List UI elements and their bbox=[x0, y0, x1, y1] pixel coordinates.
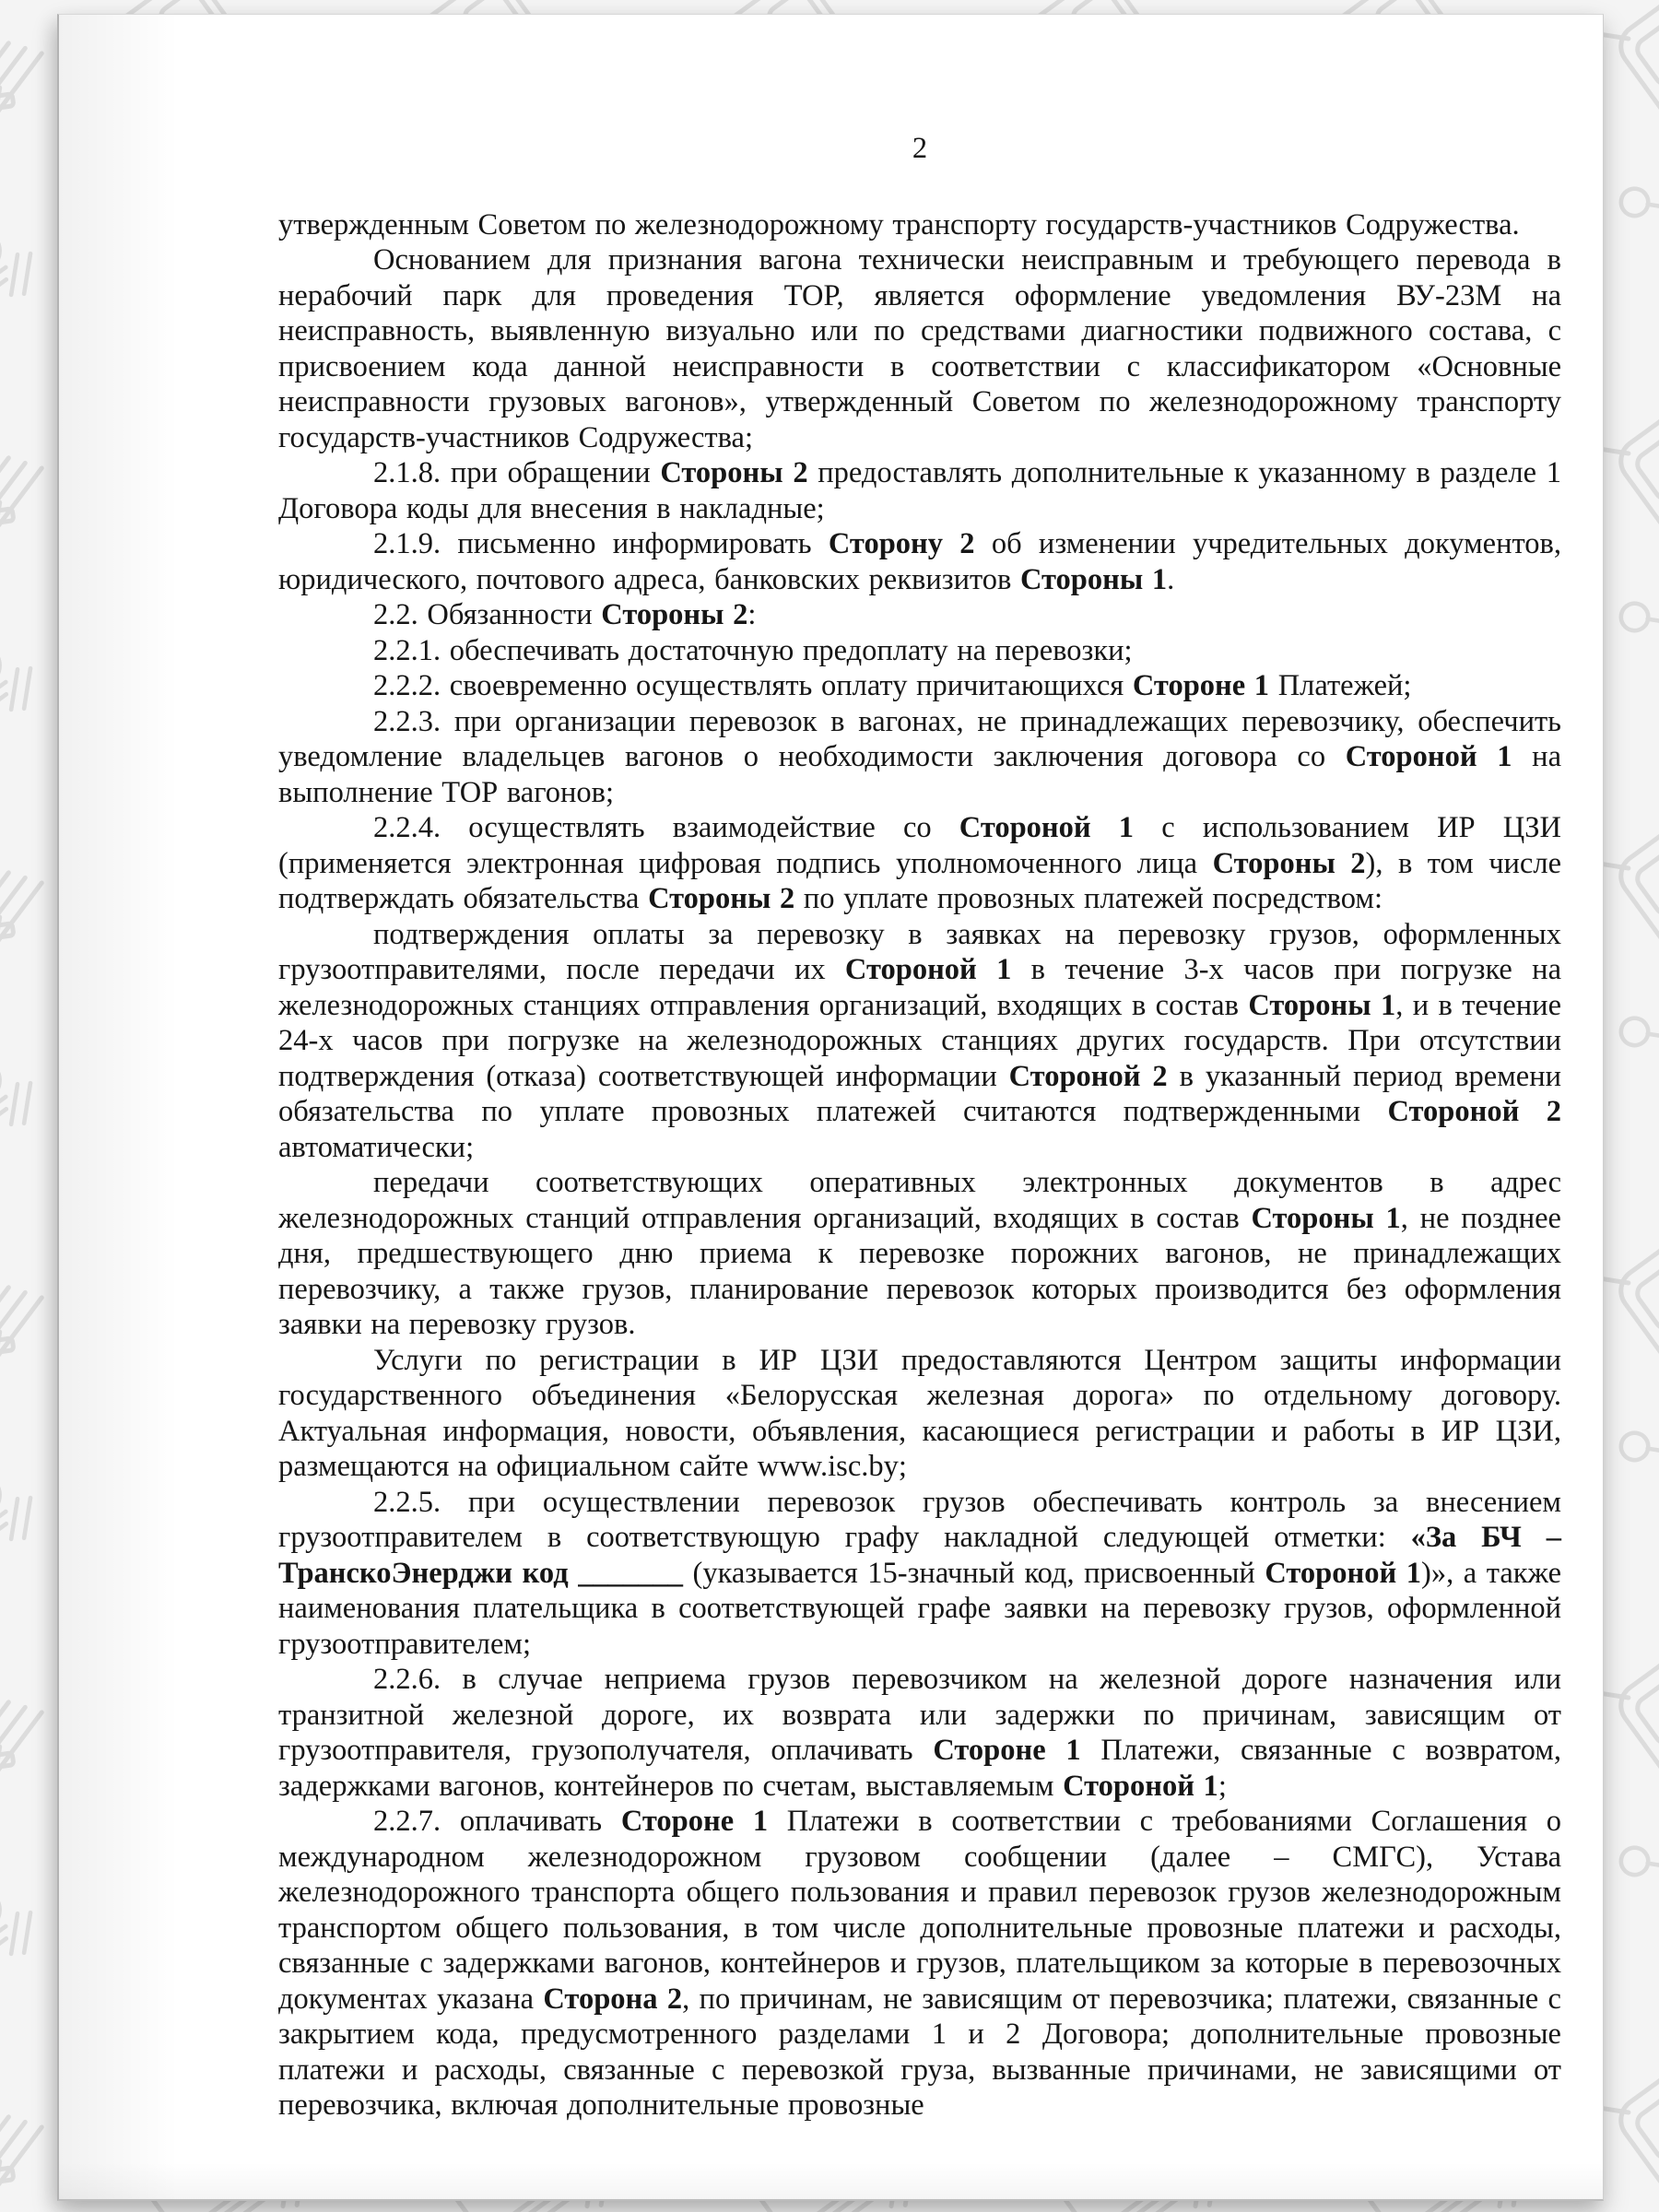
page-content bbox=[278, 131, 1561, 2124]
paragraph bbox=[278, 455, 1561, 526]
bold-text-run: Стороне 1 bbox=[933, 1734, 1081, 1767]
bold-text-run: Стороны 1 bbox=[1019, 562, 1168, 596]
bold-text-run: Стороны 2 bbox=[601, 598, 748, 631]
text-run: в указанный период времени обязательства по уплате провозных платежей считаются подтвержденными bbox=[278, 1059, 1561, 1128]
paragraph bbox=[278, 810, 1561, 917]
text-run: ; bbox=[1218, 1769, 1227, 1803]
text-run: 2.2.4. осуществлять взаимодействие со bbox=[373, 811, 959, 844]
bold-text-run: Стороной 1 bbox=[1265, 1556, 1422, 1590]
text-run: . bbox=[1167, 562, 1175, 596]
paragraph bbox=[278, 1804, 1561, 2124]
text-run: 2.2.7. оплачивать bbox=[373, 1805, 621, 1838]
text-run: 2.1.9. письменно информировать bbox=[373, 527, 829, 560]
text-run: (указывается 15-значный код, присвоенный bbox=[682, 1556, 1265, 1590]
text-run: по уплате провозных платежей посредством: bbox=[794, 882, 1382, 915]
bold-text-run: Стороны 1 bbox=[1251, 1201, 1401, 1235]
text-run: )», а также наименования плательщика в соответствующей графе заявки на перевозку грузов, оформленной грузоотправителем; bbox=[278, 1556, 1562, 1661]
text-run: : bbox=[747, 598, 757, 631]
bold-text-run: Стороной 1 bbox=[1345, 740, 1512, 773]
text-run: предоставлять дополнительные к указанному в разделе 1 Договора коды для внесения в накладные; bbox=[278, 456, 1561, 525]
text-run: Платежей; bbox=[1269, 669, 1412, 702]
paragraph bbox=[278, 242, 1561, 455]
page-number: 2 bbox=[912, 132, 928, 165]
bold-text-run: Стороне 1 bbox=[620, 1805, 769, 1838]
bold-text-run: Стороной 2 bbox=[1008, 1059, 1168, 1093]
bold-text-run: Стороной 1 bbox=[1063, 1769, 1218, 1803]
text-run: Платежи в соответствии с требованиями Соглашения о международном железнодорожном грузовом сообщении (далее – СМГС), Устава железнодорожного транспорта общего пользования и правил перевозок грузов железнодорожным транспортом общего пользования, в том числе дополнительные провозные платежи и расходы, связанные с задержками вагонов, контейнеров и грузов, плательщиком за которые в перевозочных документах указана bbox=[278, 1805, 1562, 2016]
bold-text-run: Стороне 1 bbox=[1132, 669, 1270, 702]
paragraphs-container bbox=[278, 207, 1561, 2124]
bold-text-run: Стороны 1 bbox=[1248, 988, 1396, 1022]
text-run: 2.2.2. своевременно осуществлять оплату причитающихся bbox=[373, 669, 1133, 702]
text-run: , не позднее дня, предшествующего дню приема к перевозке порожних вагонов, не принадлежащих перевозчику, а также грузов, планирование перевозок которых производится без оформления заявки на перевозку грузов. bbox=[278, 1201, 1561, 1341]
paragraph bbox=[278, 1662, 1561, 1804]
text-run: на выполнение ТОР вагонов; bbox=[278, 740, 1561, 809]
paragraph bbox=[278, 207, 1561, 243]
text-run: Основанием для признания вагона технически неисправным и требующего перевода в нерабочий парк для проведения ТОР, является оформление уведомления ВУ-23М на неисправность, выявленную визуально или по средствами диагностики подвижного состава, с присвоением кода данной неисправности в соответствии с классификатором «Основные неисправности грузовых вагонов», утвержденный Советом по железнодорожному транспорту государств-участников Содружества; bbox=[278, 243, 1561, 454]
paragraph bbox=[278, 526, 1561, 597]
paragraph bbox=[278, 633, 1561, 669]
text-run: в течение 3-х часов при погрузке на железнодорожных станциях отправления организаций, входящих в состав bbox=[278, 953, 1562, 1022]
bold-text-run: Стороной 1 bbox=[959, 811, 1135, 844]
paragraph bbox=[278, 917, 1561, 1166]
document-page bbox=[57, 14, 1604, 2201]
text-run: 2.2.1. обеспечивать достаточную предоплату на перевозки; bbox=[373, 633, 1133, 667]
paragraph bbox=[278, 668, 1561, 704]
text-run: Услуги по регистрации в ИР ЦЗИ предоставляются Центром защиты информации государственного объединения «Белорусская железная дорога» по отдельному договору. Актуальная информация, новости, объявления, касающиеся регистрации и работы в ИР ЦЗИ, размещаются на официальном сайте www.isc.by; bbox=[278, 1343, 1561, 1483]
bold-text-run: «За БЧ – ТранскоЭнерджи код _______ bbox=[278, 1521, 1561, 1590]
text-run: ), в том числе подтверждать обязательства bbox=[278, 846, 1561, 915]
paragraph bbox=[278, 704, 1561, 811]
bold-text-run: Стороной 2 bbox=[1387, 1095, 1561, 1128]
bold-text-run: Стороны 2 bbox=[660, 456, 808, 489]
text-run: 2.2.5. при осуществлении перевозок грузов обеспечивать контроль за внесением грузоотправителем в соответствующую графу накладной следующей отметки: bbox=[278, 1485, 1561, 1554]
text-run: подтверждения оплаты за перевозку в заявках на перевозку грузов, оформленных грузоотправителями, после передачи их bbox=[278, 917, 1561, 986]
text-run: 2.2.3. при организации перевозок в вагонах, не принадлежащих перевозчику, обеспечить уведомление владельцев вагонов о необходимости заключения договора со bbox=[278, 704, 1561, 773]
paragraph bbox=[278, 597, 1561, 633]
bold-text-run: Сторону 2 bbox=[828, 527, 975, 560]
text-run: 2.1.8. при обращении bbox=[373, 456, 661, 489]
text-run: об изменении учредительных документов, юридического, почтового адреса, банковских реквизитов bbox=[278, 527, 1561, 596]
paragraph bbox=[278, 1343, 1561, 1485]
text-run: 2.2.6. в случае неприема грузов перевозчиком на железной дороге назначения или транзитной железной дороге, их возврата или задержки по причинам, зависящим от грузоотправителя, грузополучателя, оплачивать bbox=[278, 1663, 1561, 1767]
paragraph bbox=[278, 1485, 1561, 1663]
text-run: автоматически; bbox=[278, 1130, 475, 1164]
bold-text-run: Стороны 2 bbox=[1212, 846, 1366, 880]
bold-text-run: Сторона 2 bbox=[543, 1982, 683, 2016]
text-run: передачи соответствующих оперативных электронных документов в адрес железнодорожных станций отправления организаций, входящих в состав bbox=[278, 1166, 1561, 1235]
paragraph bbox=[278, 1165, 1561, 1343]
text-run: с использованием ИР ЦЗИ (применяется электронная цифровая подпись уполномоченного лица bbox=[278, 811, 1561, 880]
bold-text-run: Стороны 2 bbox=[648, 882, 795, 915]
text-run: , и в течение 24-х часов при погрузке на железнодорожных станциях других государств. При отсутствии подтверждения (отказа) соответствующей информации bbox=[278, 988, 1561, 1093]
bold-text-run: Стороной 1 bbox=[844, 953, 1012, 986]
text-run: 2.2. Обязанности bbox=[373, 598, 602, 631]
text-run: Платежи, связанные с возвратом, задержками вагонов, контейнеров по счетам, выставляемым bbox=[278, 1734, 1561, 1803]
text-run: , по причинам, не зависящим от перевозчика; платежи, связанные с закрытием кода, предусмотренного разделами 1 и 2 Договора; дополнительные провозные платежи и расходы, связанные с перевозкой груза, вызванные причинами, не зависящими от перевозчика, включая дополнительные провозные bbox=[278, 1982, 1561, 2122]
text-run: утвержденным Советом по железнодорожному транспорту государств-участников Содружества. bbox=[278, 207, 1520, 241]
